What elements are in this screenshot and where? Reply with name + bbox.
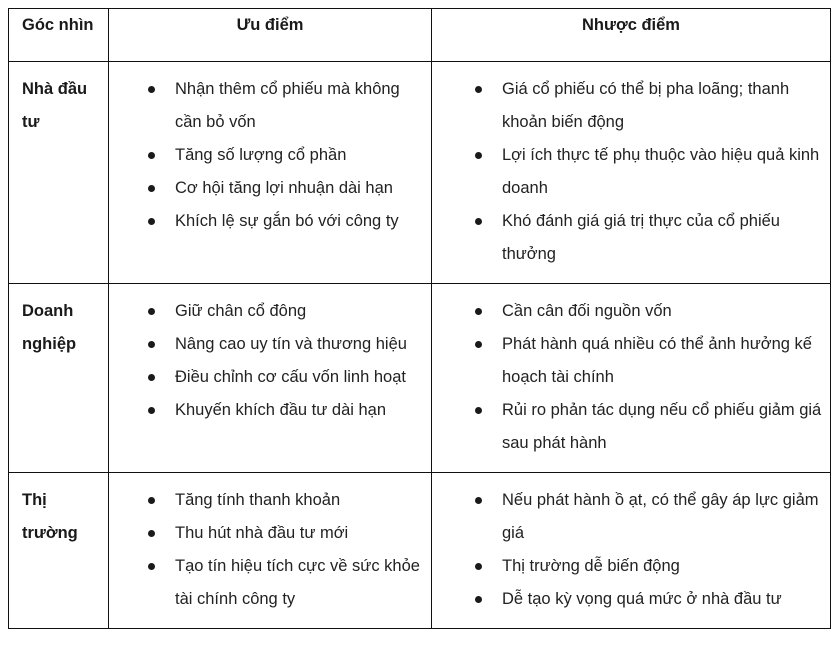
list-item: Cơ hội tăng lợi nhuận dài hạn: [175, 172, 425, 205]
list-item: Cần cân đối nguồn vốn: [502, 295, 824, 328]
list-item: Nếu phát hành ồ ạt, có thể gây áp lực giảm giá: [502, 484, 824, 550]
table-header-row: [9, 9, 831, 62]
disadvantages-cell: [432, 284, 831, 473]
advantages-list: [109, 295, 425, 427]
header-advantages: Ưu điểm: [109, 9, 432, 62]
list-item: Khuyến khích đầu tư dài hạn: [175, 394, 425, 427]
list-item: Nâng cao uy tín và thương hiệu: [175, 328, 425, 361]
disadvantages-cell: [432, 473, 831, 629]
comparison-table: [8, 8, 831, 629]
list-item: Khó đánh giá giá trị thực của cổ phiếu thưởng: [502, 205, 824, 271]
table-row-investor: [9, 62, 831, 284]
list-item: Tăng số lượng cổ phần: [175, 139, 425, 172]
advantages-list: [109, 73, 425, 238]
list-item: Thu hút nhà đầu tư mới: [175, 517, 425, 550]
list-item: Giá cổ phiếu có thể bị pha loãng; thanh khoản biến động: [502, 73, 824, 139]
list-item: Phát hành quá nhiều có thể ảnh hưởng kế hoạch tài chính: [502, 328, 824, 394]
list-item: Lợi ích thực tế phụ thuộc vào hiệu quả kinh doanh: [502, 139, 824, 205]
row-label-market: Thị trường: [9, 473, 109, 629]
header-perspective: Góc nhìn: [9, 9, 109, 62]
disadvantages-list: [432, 484, 824, 616]
disadvantages-list: [432, 73, 824, 271]
list-item: Giữ chân cổ đông: [175, 295, 425, 328]
table-row-market: [9, 473, 831, 629]
list-item: Thị trường dễ biến động: [502, 550, 824, 583]
table-row-business: [9, 284, 831, 473]
row-label-investor: Nhà đầu tư: [9, 62, 109, 284]
list-item: Tạo tín hiệu tích cực về sức khỏe tài chính công ty: [175, 550, 425, 616]
advantages-cell: [109, 473, 432, 629]
list-item: Điều chỉnh cơ cấu vốn linh hoạt: [175, 361, 425, 394]
row-label-business: Doanh nghiệp: [9, 284, 109, 473]
advantages-list: [109, 484, 425, 616]
header-disadvantages: Nhược điểm: [432, 9, 831, 62]
list-item: Rủi ro phản tác dụng nếu cổ phiếu giảm giá sau phát hành: [502, 394, 824, 460]
list-item: Khích lệ sự gắn bó với công ty: [175, 205, 425, 238]
list-item: Nhận thêm cổ phiếu mà không cần bỏ vốn: [175, 73, 425, 139]
advantages-cell: [109, 284, 432, 473]
advantages-cell: [109, 62, 432, 284]
disadvantages-cell: [432, 62, 831, 284]
list-item: Tăng tính thanh khoản: [175, 484, 425, 517]
disadvantages-list: [432, 295, 824, 460]
list-item: Dễ tạo kỳ vọng quá mức ở nhà đầu tư: [502, 583, 824, 616]
